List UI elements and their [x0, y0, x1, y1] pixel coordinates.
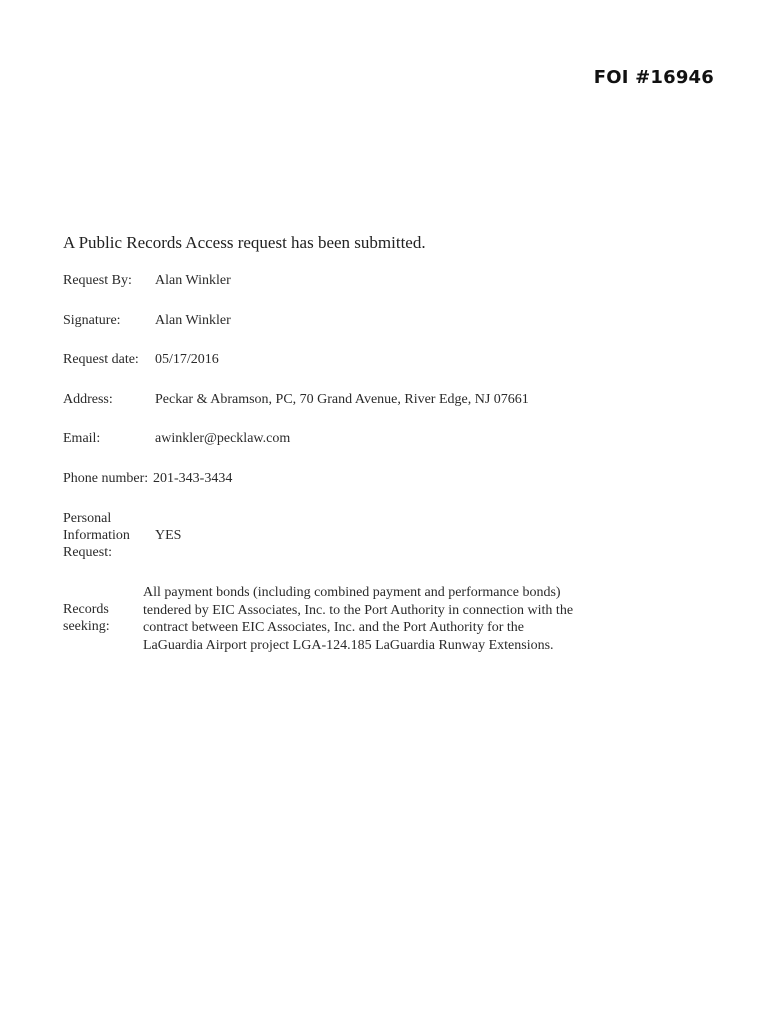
- email-value: awinkler@pecklaw.com: [155, 431, 291, 446]
- request-by-value: Alan Winkler: [155, 273, 231, 288]
- signature-value: Alan Winkler: [155, 313, 231, 328]
- records-seeking-label-line: seeking:: [63, 619, 110, 634]
- personal-info-label-line: Request:: [63, 545, 112, 560]
- foi-number: FOI #16946: [593, 67, 714, 88]
- personal-info-label: [63, 510, 143, 561]
- records-seeking-line: LaGuardia Airport project LGA-124.185 LaGuardia Runway Extensions.: [143, 637, 554, 653]
- phone-label: Phone number:: [63, 471, 149, 486]
- request-heading: A Public Records Access request has been submitted.: [63, 233, 426, 252]
- address-value: Peckar & Abramson, PC, 70 Grand Avenue, River Edge, NJ 07661: [155, 392, 529, 407]
- records-seeking-label: [63, 601, 143, 635]
- personal-info-value: YES: [155, 528, 182, 543]
- records-seeking-line: contract between EIC Associates, Inc. and the Port Authority for the: [143, 620, 525, 635]
- personal-info-label-line: Personal: [63, 511, 112, 526]
- signature-label: Signature:: [63, 313, 121, 328]
- email-label: Email:: [63, 431, 101, 446]
- records-seeking-line: tendered by EIC Associates, Inc. to the Port Authority in connection with the: [143, 602, 574, 618]
- request-by-label: Request By:: [63, 273, 132, 288]
- records-seeking-line: All payment bonds (including combined payment and performance bonds): [143, 585, 561, 600]
- request-date-label: Request date:: [63, 352, 139, 367]
- personal-info-label-line: Information: [63, 528, 130, 543]
- phone-value: 201-343-3434: [153, 471, 233, 486]
- request-date-value: 05/17/2016: [155, 352, 219, 367]
- address-label: Address:: [63, 392, 113, 407]
- records-seeking-label-line: Records: [63, 602, 109, 617]
- records-seeking-value: [143, 584, 613, 654]
